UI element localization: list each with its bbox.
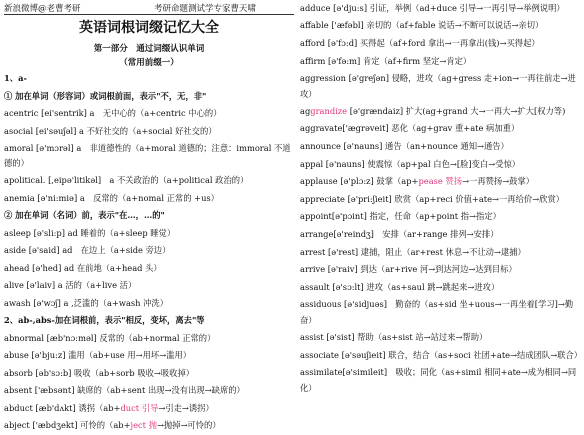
left-column (4, 0, 294, 435)
right-entry: assimilate[ə'simileit] 吸收；同化（as+simil 相同+ate→成为相同→同化） (300, 367, 577, 393)
part-subheading: （常用前缀一） (119, 58, 179, 68)
left-entry: asleep [ə'sli:p] ad 睡着的（a+sleep 睡觉） (4, 227, 176, 238)
right-entry: aggravate['ægrəveit] 恶化（ag+grav 重+ate 病加重） (300, 123, 520, 134)
right-entry: announce [ə'nauns] 通告（an+nounce 通知→通告） (300, 141, 509, 151)
left-entry: aside [ə'said] ad 在边上（a+side 旁边） (4, 245, 171, 255)
header-right: 考研命题测试学专家曹天啸 (154, 4, 257, 14)
right-entry: appreciate [ə'pri:ʃieit] 欣赏（ap+reci 价值+ate→一再给价→欣赏） (300, 193, 565, 204)
right-entry: afford [ə'fɔ:d] 买得起（af+ford 拿出→一再拿出(钱)→买得起） (300, 38, 540, 48)
left-entry: abduct [æb'dʌkt] 诱拐（ab+duct 引导→引走→诱拐） (4, 402, 214, 413)
left-entry: abnormal [æb'nɔ:məl] 反常的（ab+normal 正常的） (4, 332, 216, 343)
right-entry: appoint[ə'pɔint] 指定，任命（ap+point 指→指定） (300, 211, 501, 222)
left-entry: anemia [ə'ni:miə] a 反常的（a+nomal 正常的 +us） (4, 192, 219, 203)
right-entries (300, 0, 584, 397)
right-entry: affirm [ə'fə:m] 肯定（af+firm 坚定→肯定） (300, 55, 472, 66)
left-entry: apolitical. [,eipə'litikəl] a 不关政治的（a+political 政治的） (4, 175, 249, 185)
left-entry: asocial [ei'səuʃəl] a 不好社交的（a+social 好社交的） (4, 125, 217, 136)
left-entry: abject ['æbdʒekt] 可怜的（ab+ject 抛→抛掉→可怜的） (4, 420, 221, 430)
left-entry: awash [ə'wɔʃ] a ,泛滥的（a+wash 冲洗） (4, 297, 169, 308)
right-entry: assist [ə'sist] 帮助（as+sist 站→站过来→帮助） (300, 332, 488, 343)
right-entry: assiduous [ə'sidjuəs] 勤奋的（as+sid 坐+uous→一再坐着[学习]→勤奋） (300, 299, 574, 325)
right-entry: associate [ə'səuʃieit] 联合，结合（as+soci 社团+ate→结成团队→联合） (300, 349, 583, 360)
page-title: 英语词根词缀记忆大全 (79, 20, 219, 36)
left-entry: ahead [ə'hed] ad 在前地（a+head 头） (4, 262, 162, 273)
header-left: 新浪微博@老曹考研 (4, 4, 81, 14)
right-entry: applause [ə'plɔ:z] 鼓掌（ap+pease 赞扬→一再赞扬→鼓掌） (300, 176, 535, 187)
right-entry: arrange[ə'reindʒ] 安排（ar+range 排列→安排） (300, 228, 499, 239)
highlighted-root: grandize (310, 106, 348, 116)
right-entry: adduce [ə'dju:s] 引证，举例（ad+duce 引导→一再引导→举例说明） (300, 3, 565, 13)
right-entry: assault [ə'sɔ:lt] 进攻（as+saul 跳→跳起来→进攻） (300, 281, 500, 292)
highlighted-root: ject 抛 (130, 420, 157, 430)
right-entry: arrive [ə'raiv] 到达（ar+rive 河→到达河边→达到目标） (300, 264, 517, 275)
page-header (4, 0, 294, 15)
highlighted-root: duct 引导 (120, 402, 159, 413)
left-heading: 1、a- (4, 73, 27, 83)
left-entry: abuse [ə'bju:z] 滥用（ab+use 用→用坏→滥用） (4, 350, 192, 360)
right-entry: appal [ə'nauns] 使震惊（ap+pal 白色→[脸]变白→受惊） (300, 158, 521, 169)
left-entry: alive [ə'laiv] a 活的（a+live 活） (4, 280, 137, 290)
right-entry: arrest [ə'rest] 逮捕，阻止（ar+rest 休息→不让动→逮捕） (300, 246, 526, 257)
left-heading: 2、ab-,abs-加在词根前，表示"相反，变坏，离去"等 (4, 315, 205, 325)
left-entry: amoral [ə'mɔrəl] a 非道德性的（a+moral 道德的；注意：immoral 不道德的） (4, 143, 291, 168)
left-heading: ② 加在单词（名词）前，表示"在…，…的" (4, 210, 165, 220)
left-entry: absorb [əb'sɔ:b] 吸收（ab+sorb 吸收→吸收掉） (4, 367, 195, 378)
left-heading: ① 加在单词（形容词）或词根前面，表示"不，无，非" (4, 90, 207, 101)
highlighted-root: pease 赞扬 (418, 176, 463, 187)
right-entry: affable ['æfəbl] 亲切的（af+fable 说话→不断可以说话→亲切） (300, 20, 544, 31)
left-entry: acentric [ei'sentrik] a 无中心的（a+centric 中心的） (4, 108, 222, 118)
part-heading: 第一部分 通过词缀认识单词 (93, 44, 205, 54)
left-entry: absent ['æbsənt] 缺席的（ab+sent 出现→没有出现→缺席的） (4, 385, 245, 395)
left-entries (4, 70, 294, 435)
right-column (300, 0, 584, 397)
right-entry: aggrandize [ə'grændaiz] 扩大(ag+grand 大→一再大→扩大[权力等) (300, 106, 566, 116)
right-entry: aggression [ə'greʃən] 侵略，进攻（ag+gress 走+ion→一再往前走→进攻） (300, 73, 576, 99)
